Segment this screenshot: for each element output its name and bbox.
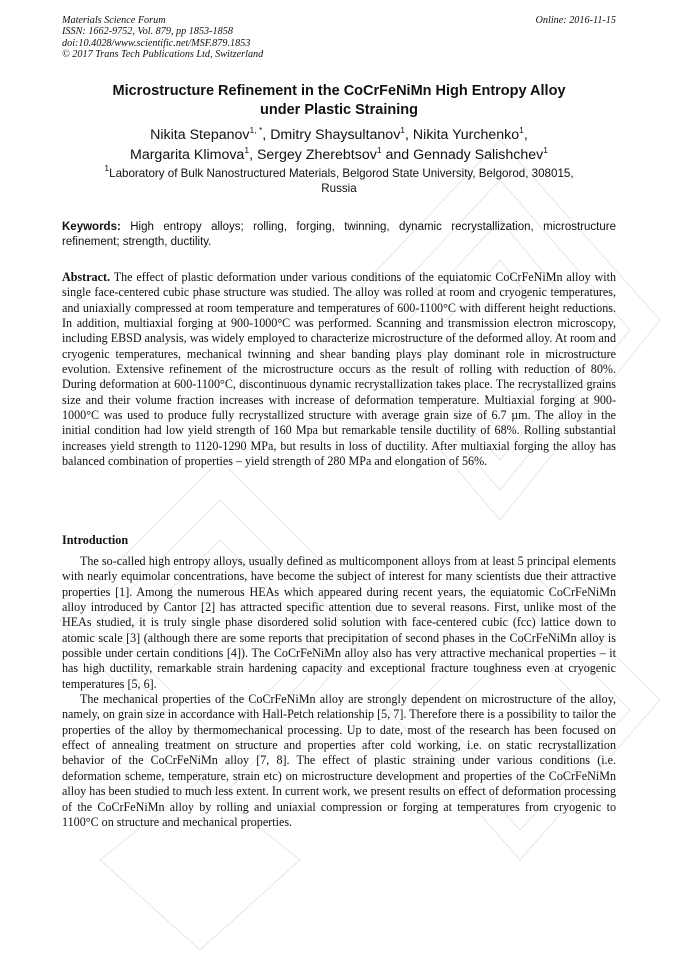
intro-paragraph: The mechanical properties of the CoCrFeNiMn alloy are strongly dependent on microstructure of the alloy, namely, on grain size in accordance with Hall-Petch relationship [5, 7]. Therefore there is a possibility to tailor the properties of the alloy by thermomechanical processing. Up to date, most of the research has been focused on effect of annealing treatment on structure and properties after cold working, i.e. on static recrystallization behavior of the CoCrFeNiMn alloy [7, 8]. The effect of plastic straining under various conditions (i.e. deformation scheme, temperature, strain etc) on microstructure development and properties of the CoCrFeNiMn alloy has been studied to much less extent. In current work, we present results on effect of deformation processing of the CoCrFeNiMn alloy by rolling and uniaxial compression or forging at temperatures from cryogenic to 1100°C on structure and mechanical properties. bbox=[62, 692, 616, 829]
author-affiliation-mark: 1 bbox=[400, 125, 406, 135]
author-name: Margarita Klimova bbox=[130, 147, 245, 163]
author-affiliation-mark: 1 bbox=[244, 145, 250, 155]
affiliation-mark: 1 bbox=[104, 163, 110, 173]
paper-title bbox=[62, 82, 616, 120]
author-name: Nikita Yurchenko bbox=[412, 127, 520, 143]
author-affiliation-mark: 1 bbox=[543, 145, 548, 155]
intro-paragraph: The so-called high entropy alloys, usually defined as multicomponent alloys from at least 5 principal elements with nearly equimolar concentrations, have become the subject of interest for many scientists due their attractive properties [1]. Among the numerous HEAs which appeared during recent years, the equiatomic CoCrFeNiMn alloy introduced by Cantor [2] has attracted specific attention due to several reasons. First, unlike most of the HEAs studied, it is truly single phase disordered solid solution with face-centered cubic (fcc) lattice down to atomic scale [3] (although there are some reports that precipitation of second phases in the CoCrFeNiMn alloy is possible under certain conditions [4]). The CoCrFeNiMn alloy also has very attractive mechanical properties – it has high ductility, remarkable strain hardening capacity and exceptional fracture toughness even at cryogenic temperatures [5, 6]. bbox=[62, 554, 616, 691]
journal-issn: ISSN: 1662-9752, Vol. 879, pp 1853-1858 bbox=[62, 26, 233, 38]
journal-doi: doi:10.4028/www.scientific.net/MSF.879.1853 bbox=[62, 37, 251, 49]
introduction-body bbox=[62, 554, 616, 830]
author-line-1 bbox=[62, 125, 616, 145]
affiliation-line-1 bbox=[62, 163, 616, 181]
author-list bbox=[62, 125, 616, 165]
author-name: Gennady Salishchev bbox=[413, 147, 544, 163]
keywords-label: Keywords: bbox=[62, 221, 121, 233]
journal-name: Materials Science Forum bbox=[62, 15, 166, 26]
title-line-2: under Plastic Straining bbox=[260, 102, 418, 118]
author-separator: and bbox=[381, 147, 414, 163]
author-affiliation-mark: 1 bbox=[519, 125, 524, 135]
title-line-1: Microstructure Refinement in the CoCrFeNiMn High Entropy Alloy bbox=[112, 83, 566, 99]
abstract-label: Abstract. bbox=[62, 270, 111, 284]
abstract-block bbox=[62, 270, 616, 469]
journal-header bbox=[62, 15, 263, 61]
keywords-text: High entropy alloys; rolling, forging, twinning, dynamic recrystallization, microstructure refinement; strength, ductility. bbox=[62, 221, 616, 248]
author-line-2 bbox=[62, 145, 616, 165]
author-separator: , bbox=[523, 127, 528, 143]
journal-copyright: © 2017 Trans Tech Publications Ltd, Switzerland bbox=[62, 49, 264, 61]
affiliation-line-2: Russia bbox=[321, 182, 357, 195]
online-date: Online: 2016-11-15 bbox=[535, 15, 616, 26]
author-separator: , bbox=[262, 127, 271, 143]
affiliation-text: Laboratory of Bulk Nanostructured Materials, Belgorod State University, Belgorod, 308015, bbox=[109, 167, 574, 180]
author-affiliation-mark: 1, * bbox=[249, 125, 263, 135]
section-heading-introduction: Introduction bbox=[62, 533, 129, 547]
abstract-text: The effect of plastic deformation under various conditions of the equiatomic CoCrFeNiMn alloy with single face-centered cubic phase structure was studied. The alloy was rolled at room and cryogenic temperatures, and uniaxially compressed at room temperature and temperatures of 600-1100°C with different height reductions. In addition, multiaxial forging at 900-1000°C was performed. Scanning and transmission electron microscopy, including EBSD analysis, was widely employed to characterize microstructure of the deformed alloy. At room and cryogenic temperatures, mechanical twinning and shear banding plays play dominant role in microstructure evolution. Extensive refinement of the microstructure occurs as the result of rolling with reduction of 80%. During deformation at 600-1100°C, discontinuous dynamic recrystallization takes place. The recrystallized grains size and their volume fraction increases with increase of deformation temperature. Multiaxial forging at 900-1000°C was used to produce fully recrystallized structure with average grain size of 6.7 µm. The alloy in the initial condition had low yield strength of 160 Mpa but remarkable tensile ductility of 68%. Rolling substantial increases yield strength to 1120-1290 MPa, but results in loss of ductility. After multiaxial forging the alloy has balanced combination of properties – yield strength of 280 MPa and elongation of 56%. bbox=[62, 270, 616, 469]
author-affiliation-mark: 1 bbox=[376, 145, 382, 155]
author-name: Dmitry Shaysultanov bbox=[270, 127, 401, 143]
author-name: Sergey Zherebtsov bbox=[256, 147, 377, 163]
author-name: Nikita Stepanov bbox=[150, 127, 250, 143]
keywords-block bbox=[62, 220, 616, 249]
author-separator: , bbox=[249, 147, 257, 163]
affiliation bbox=[62, 163, 616, 196]
author-separator: , bbox=[405, 127, 413, 143]
